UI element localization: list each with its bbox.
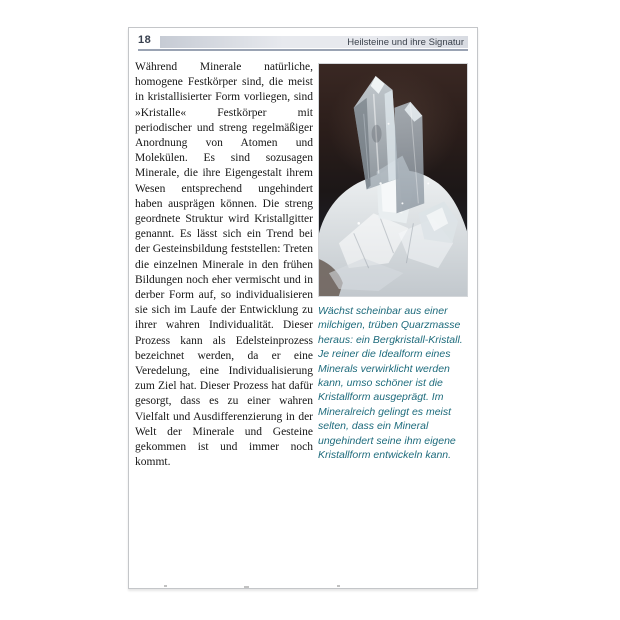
running-header-bar xyxy=(160,36,468,48)
crystal-photo xyxy=(318,63,468,297)
cropped-text-fragment xyxy=(244,586,249,588)
header-rule xyxy=(138,49,468,51)
body-paragraph: Während Minerale natürliche, homogene Festkörper sind, die meist in kristallisierter Form vorliegen, sind »Kristalle« Festkörper mit periodischer und streng regelmäßiger Anordnung von Atomen und Molekülen. Es sind sozusagen Minerale, die ihre Eigengestalt ihrem Wesen entsprechend ungehindert haben ausprägen können. Die streng geordnete Struktur wird Kristallgitter genannt. Es lässt sich ein Trend bei der Gesteinsbildung feststellen: Treten die einzelnen Minerale in den frühen Bildungen noch eher vermischt und in derber Form auf, so individualisieren sie sich im Laufe der Entwicklung zu ihrer wahren Individualität. Dieser Prozess kann als Edelsteinprozess bezeichnet werden, da er eine Veredelung, eine Individualisierung zum Ziel hat. Dieser Prozess hat dafür gesorgt, dass es zu einer wahren Vielfalt und Ausdifferenzierung in der Welt der Minerale und Gesteine gekommen ist und immer noch kommt. xyxy=(135,61,313,469)
page-number: 18 xyxy=(138,34,152,46)
crystal-photo-illustration xyxy=(319,64,467,296)
cropped-text-fragment xyxy=(164,585,167,587)
running-header-title: Heilsteine und ihre Signatur xyxy=(347,36,464,48)
book-page xyxy=(128,27,478,589)
cropped-text-fragment xyxy=(337,585,340,587)
photo-caption: Wächst scheinbar aus einer milchigen, trüben Quarzmasse heraus: ein Bergkristall-Kristall. Je reiner die Idealform eines Minerals verwirklicht werden kann, umso schöner ist die Kristallform ausgeprägt. Im Mineralreich gelingt es meist selten, dass ein Mineral ungehindert seine ihm eigene Kristallform entwickeln kann. xyxy=(318,305,463,462)
